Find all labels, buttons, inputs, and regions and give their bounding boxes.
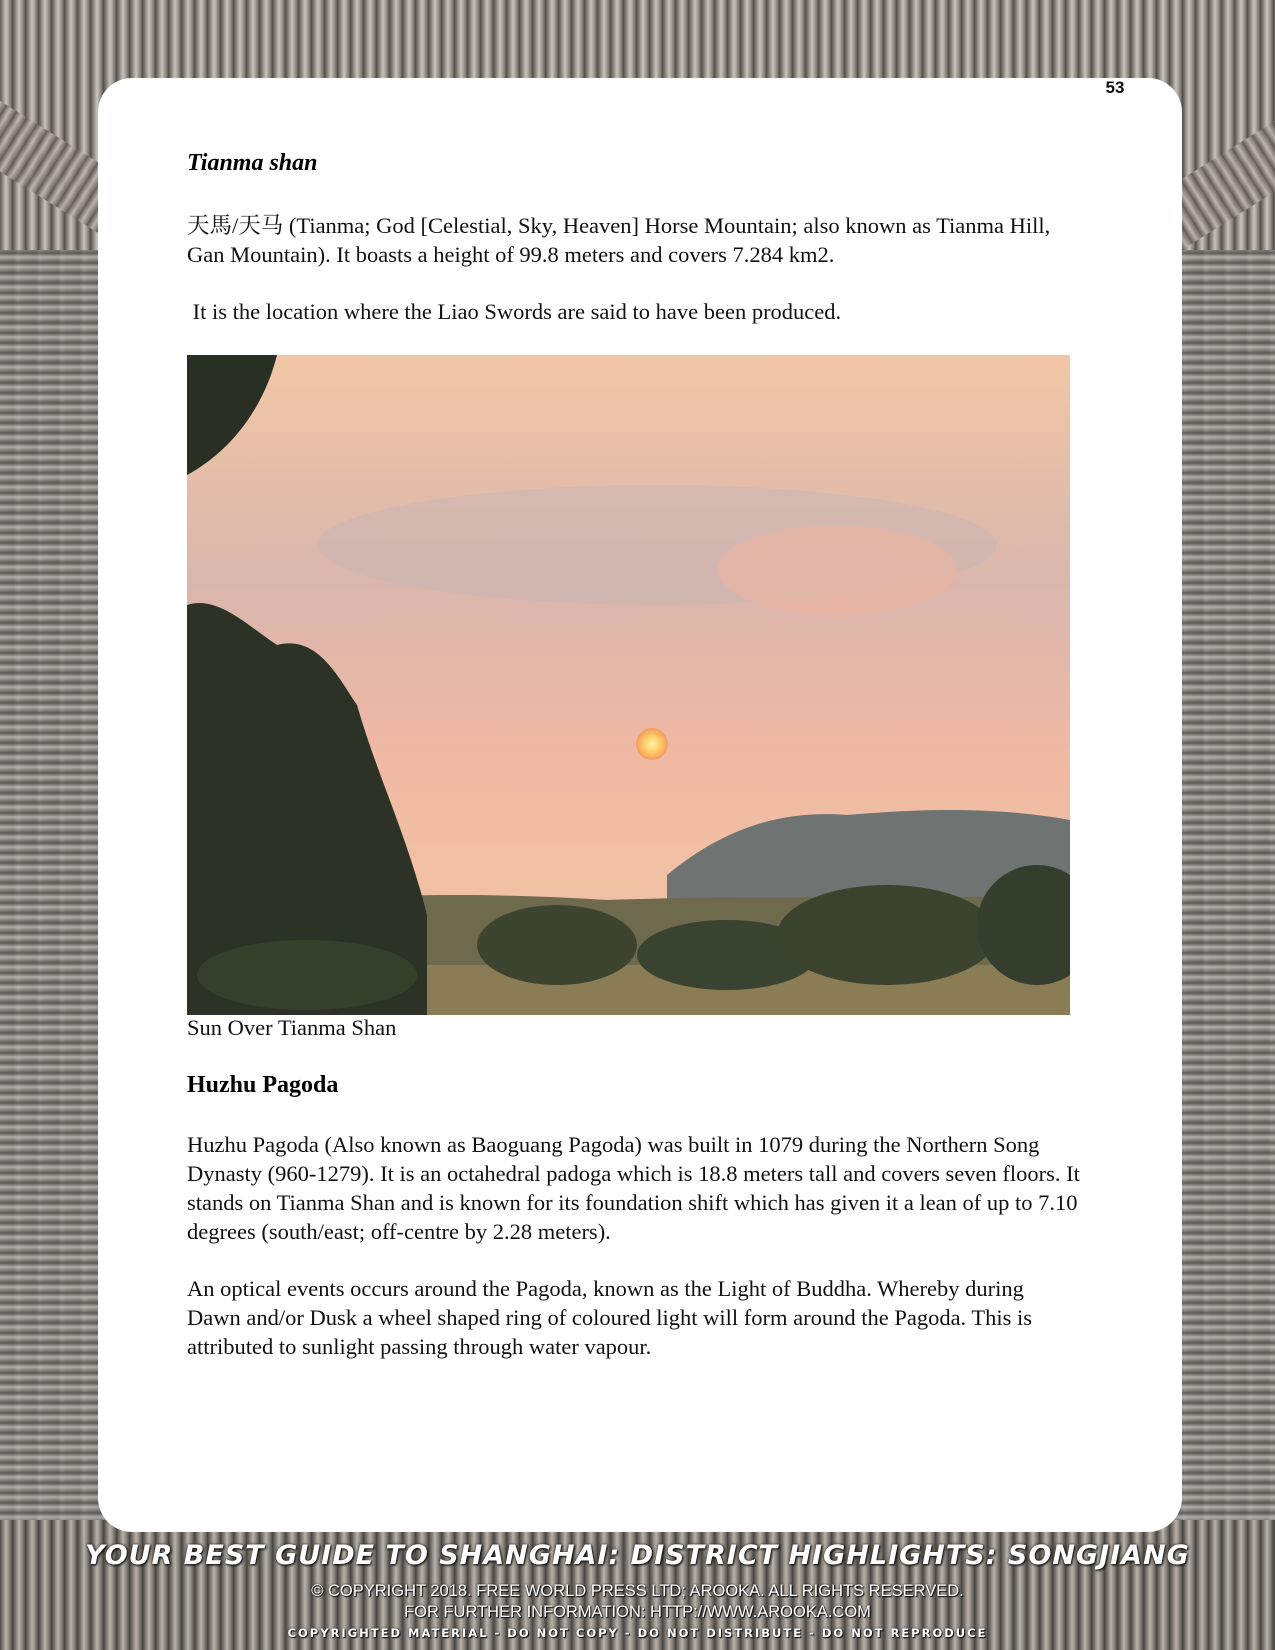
footer-copyright: © COPYRIGHT 2018. FREE WORLD PRESS LTD; AROOKA. ALL RIGHTS RESERVED. bbox=[311, 1582, 964, 1600]
tianma-paragraph-1: 天馬/天马 (Tianma; God [Celestial, Sky, Heaven] Horse Mountain; also known as Tianma Hill, Gan Mountain). It boasts a height of 99.8 meters and covers 7.284 km2. bbox=[187, 213, 1051, 267]
photo-caption: Sun Over Tianma Shan bbox=[187, 1015, 397, 1040]
tianma-paragraph-2: It is the location where the Liao Swords are said to have been produced. bbox=[187, 299, 842, 324]
tianma-heading: Tianma shan bbox=[187, 150, 318, 176]
footer-title: YOUR BEST GUIDE TO SHANGHAI: DISTRICT HIGHLIGHTS: SONGJIANG bbox=[85, 1540, 1190, 1571]
footer-notice: COPYRIGHTED MATERIAL - DO NOT COPY - DO NOT DISTRIBUTE - DO NOT REPRODUCE bbox=[287, 1626, 988, 1640]
huzhu-paragraph-1: Huzhu Pagoda (Also known as Baoguang Pagoda) was built in 1079 during the Northern Song Dynasty (960-1279). It is an octahedral padoga which is 18.8 meters tall and covers seven floors. It stands on Tianma Shan and is known for its foundation shift which has given it a lean of up to 7.10 degrees (south/east; off-centre by 2.28 meters). bbox=[187, 1132, 1080, 1244]
huzhu-heading: Huzhu Pagoda bbox=[187, 1072, 339, 1098]
sunset-photo bbox=[187, 355, 1070, 1015]
page-number: 53 bbox=[1105, 78, 1125, 97]
footer-info-link: FOR FURTHER INFORMATION: HTTP://WWW.AROOKA.COM bbox=[404, 1603, 871, 1621]
huzhu-paragraph-2: An optical events occurs around the Pagoda, known as the Light of Buddha. Whereby during Dawn and/or Dusk a wheel shaped ring of coloured light will form around the Pagoda. This is attributed to sunlight passing through water vapour. bbox=[187, 1276, 1033, 1359]
